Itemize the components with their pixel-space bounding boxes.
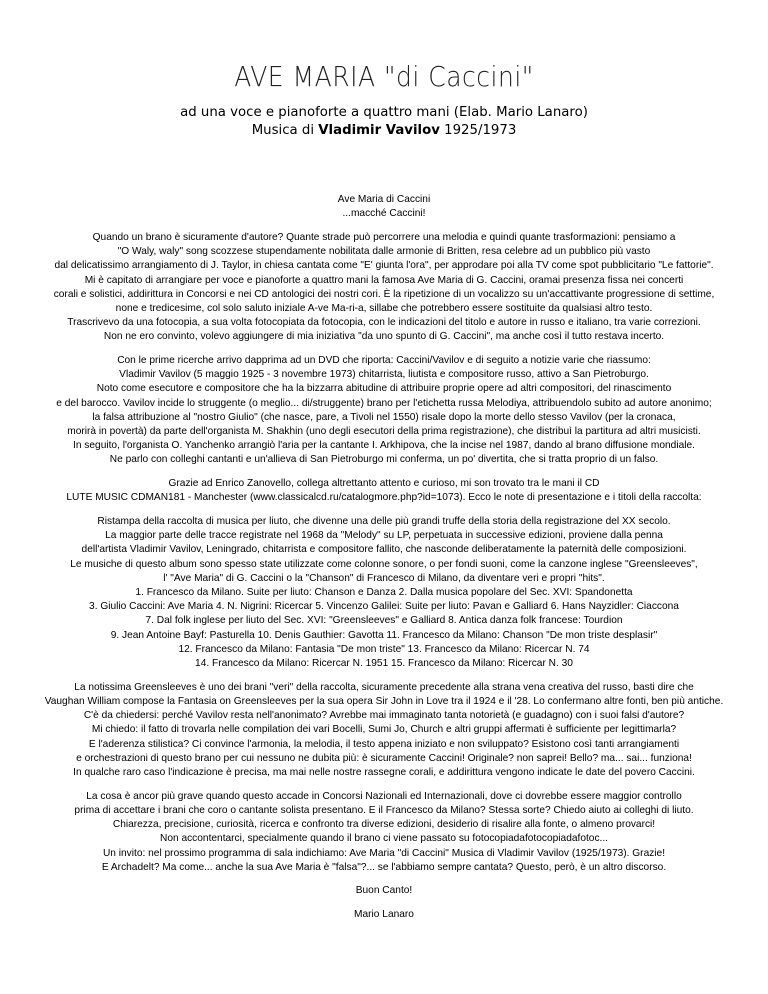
text-line: Ne parlo con colleghi cantanti e un'allieva di San Pietroburgo mi conferma, un po' divertita, che si tratta proprio di un falso. — [109, 454, 659, 466]
text-line: Ave Maria di Caccini — [337, 194, 431, 205]
page-title: AVE MARIA "di Caccini" — [234, 60, 534, 93]
text-line: Vladimir Vavilov (5 maggio 1925 - 3 novembre 1973) chitarrista, liutista e compositore russo, attivo a San Pietroburgo. — [119, 369, 649, 381]
text-line: "O Waly, waly" song scozzese stupendamente nobilitata dalle armonie di Britten, resa celebre ad un pubblico più vasto — [117, 246, 651, 258]
text-line: Mi chiedo: il fatto di trovarla nelle compilation dei vari Bocelli, Sumi Jo, Church e altri gruppi affermati è sufficiente per legittimarla? — [91, 724, 677, 736]
paragraph — [0, 908, 768, 922]
text-line: dell'artista Vladimir Vavilov, Leningrado, chitarrista e compositore fallito, che nasconde deliberatamente la paternità delle composizioni. — [81, 544, 687, 556]
text-line: Non ne ero convinto, volevo aggiungere di mia iniziativa "da uno spunto di G. Caccini", ma anche così il tutto restava incerto. — [103, 331, 665, 343]
paragraph — [0, 515, 768, 671]
paragraph — [0, 354, 768, 468]
text-line: In seguito, l'organista O. Yanchenko arrangiò l'aria per la cantante I. Arkhipova, che la incise nel 1987, dando al brano diffusione mondiale. — [73, 440, 695, 452]
paragraph — [0, 193, 768, 221]
subtitle: ad una voce e pianoforte a quattro mani (Elab. Mario Lanaro) — [180, 105, 588, 120]
text-line: Trascrivevo da una fotocopia, a sua volta fotocopiata da fotocopia, con le indicazioni del titolo e autore in russo e italiano, tra varie correzioni. — [67, 317, 701, 329]
text-line: Vaughan William compose la Fantasia on Greensleeves per la sua opera Sir John in Love tra il 1924 e il '28. Lo confermano altre fonti, ben più antiche. — [44, 696, 724, 707]
text-line: Un invito: nel prossimo programma di sala indichiamo: Ave Maria "di Caccini" Musica di Vladimir Vavilov (1925/1973). Grazie! — [102, 847, 666, 859]
text-line: E l'aderenza stilistica? Ci convince l'armonia, la melodia, il testo appena iniziato e non sviluppato? Esistono così tanti arrangiamenti — [88, 738, 680, 750]
text-line: 3. Giulio Caccini: Ave Maria 4. N. Nigrini: Ricercar 5. Vincenzo Galilei: Suite per liuto: Pavan e Galliard 6. Hans Nayzidler: Ciaccona — [89, 601, 679, 613]
composer-name: Vladimir Vavilov — [318, 123, 440, 138]
text-line: l' "Ave Maria" di G. Caccini o la "Chanson" di Francesco di Milano, da diventare veri e propri "hits". — [163, 572, 605, 584]
paragraph — [0, 681, 768, 780]
text-line: Grazie ad Enrico Zanovello, collega altrettanto attento e curioso, mi son trovato tra le mani il CD — [168, 478, 600, 490]
text-line: morirà in povertà) da parte dell'organista M. Shakhin (uno degli esecutori della prima registrazione), che distribuì la partitura ad altri musicisti. — [67, 426, 701, 438]
paragraph — [0, 884, 768, 898]
text-line: 14. Francesco da Milano: Ricercar N. 1951 15. Francesco da Milano: Ricercar N. 30 — [195, 658, 573, 670]
text-line: Le musiche di questo album sono spesso state utilizzate come colonne sonore, o per fondi suoni, come la canzone inglese "Greensleeves", — [70, 558, 698, 570]
text-line: la falsa attribuzione al "nostro Giulio" (che nasce, pare, a Tivoli nel 1550) risale dopo la morte dello stesso Vavilov (per la cronaca, — [92, 411, 676, 423]
text-line: Buon Canto! — [355, 885, 413, 897]
text-line: In qualche raro caso l'indicazione è precisa, ma mai nelle nostre rassegne corali, e addirittura vengono indicate le date del povero Caccini. — [73, 767, 695, 779]
text-line: La cosa è ancor più grave quando questo accade in Concorsi Nazionali ed Internazionali, dove ci dovrebbe essere maggior controllo — [86, 790, 682, 802]
paragraph — [0, 790, 768, 875]
text-line: e del barocco. Vavilov incide lo struggente (o meglio... di/struggente) brano per l'etichetta russa Melodiya, attribuendolo subito ad autore anonimo; — [56, 397, 712, 409]
text-line: Mario Lanaro — [354, 909, 414, 921]
text-line: prima di accettare i brani che coro o cantante solista presentano. E il Francesco da Milano? Stessa sorte? Chiedo aiuto ai colleghi di liuto. — [74, 804, 694, 816]
text-line: 9. Jean Antoine Bayf: Pasturella 10. Denis Gauthier: Gavotta 11. Francesco da Milano: Chanson "De mon triste desplasir" — [110, 629, 658, 641]
paragraph — [0, 231, 768, 345]
text-line: Non accontentarci, specialmente quando il brano ci viene passato su fotocopiadafotocopiadafotoc... — [159, 833, 609, 845]
composer-line — [0, 122, 768, 139]
text-line: C'è da chiedersi: perché Vavilov resta nell'anonimato? Avrebbe mai immaginato tanta notorietà (e guadagno) con i suoi falsi d'autore? — [83, 710, 685, 722]
text-line: 12. Francesco da Milano: Fantasia "De mon triste" 13. Francesco da Milano: Ricercar N. 74 — [178, 643, 590, 655]
text-line: Noto come esecutore e compositore che ha la bizzarra abitudine di attribuire proprie opere ad altri compositori, del rinascimento — [96, 383, 672, 395]
text-line: corali e solistici, addirittura in Concorsi e nei CD antologici dei nostri cori. È la ripetizione di un vocalizzo su un'accattivante progressione di settime, — [53, 288, 715, 300]
text-line: La maggior parte delle tracce registrate nel 1968 da "Melody" su LP, perpetuata in successive edizioni, proviene dalla penna — [105, 530, 663, 542]
paragraph — [0, 477, 768, 505]
text-line: ...macché Caccini! — [342, 208, 426, 220]
music-prefix: Musica di — [251, 123, 315, 138]
text-line: Con le prime ricerche arrivo dapprima ad un DVD che riporta: Caccini/Vavilov e di seguito a notizie varie che riassumo: — [117, 355, 651, 367]
text-line: E Archadelt? Ma come... anche la sua Ave Maria è "falsa"?... se l'abbiamo sempre cantata? Questo, però, è un altro discorso. — [101, 861, 667, 873]
text-line: Mi è capitato di arrangiare per voce e pianoforte a quattro mani la famosa Ave Maria di G. Caccini, oramai presenza fissa nei concerti — [84, 274, 684, 286]
text-line: Chiarezza, precisione, curiosità, ricerca e confronto tra diverse edizioni, desiderio di risalire alla fonte, o almeno provarci! — [112, 819, 656, 831]
text-line: Ristampa della raccolta di musica per liuto, che divenne una delle più grandi truffe della storia della registrazione del XX secolo. — [97, 516, 671, 528]
composer-years: 1925/1973 — [444, 123, 517, 138]
text-line: dal delicatissimo arrangiamento di J. Taylor, in chiesa cantata come "E' giunta l'ora", per approdare poi alla TV come spot pubblicitario "Le fattorie". — [54, 260, 714, 272]
text-line: LUTE MUSIC CDMAN181 - Manchester (www.classicalcd.ru/catalogmore.php?id=1073). Ecco le note di presentazione e i titoli della raccolta: — [66, 492, 702, 504]
article-body — [0, 193, 768, 922]
text-line: none e tredicesime, col solo saluto iniziale A-ve Ma-ri-a, sillabe che potrebbero essere sostituite da qualsiasi altro testo. — [115, 302, 653, 314]
text-line: 7. Dal folk inglese per liuto del Sec. XVI: "Greensleeves" e Galliard 8. Antica danza folk francese: Tourdion — [145, 615, 623, 627]
text-line: e orchestrazioni di questo brano per cui nessuno ne dubita più: è sicuramente Caccini! Originale? non saprei! Bello? ma... sai... funziona! — [76, 752, 692, 764]
text-line: 1. Francesco da Milano. Suite per liuto: Chanson e Danza 2. Dalla musica popolare del Sec. XVI: Spandonetta — [135, 587, 633, 599]
text-line: Quando un brano è sicuramente d'autore? Quante strade può percorrere una melodia e quindi quante trasformazioni: pensiamo a — [92, 231, 676, 243]
text-line: La notissima Greensleeves è uno dei brani "veri" della raccolta, sicuramente precedente alla strana vena creativa del russo, basti dire che — [74, 681, 694, 693]
